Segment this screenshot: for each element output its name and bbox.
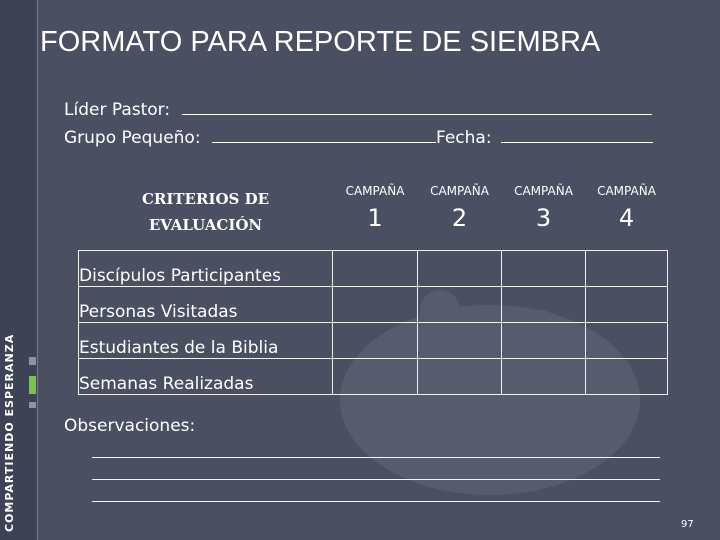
campaign-header-3 [502,178,586,250]
sidebar-square-gray-bottom [29,402,36,408]
table-row [79,250,668,286]
fecha-field[interactable] [501,128,653,143]
observaciones-line-3[interactable] [92,501,660,502]
data-cell[interactable] [333,286,418,322]
lider-pastor-label: Líder Pastor: [64,100,171,120]
campaign-label: CAMPAÑA [430,184,489,198]
data-cell[interactable] [586,322,668,358]
data-cell[interactable] [418,250,502,286]
data-cell[interactable] [502,322,586,358]
sidebar-divider [37,0,38,540]
row-label: Estudiantes de la Biblia [79,322,333,358]
page-number: 97 [681,519,694,530]
lider-pastor-row [64,100,652,120]
data-cell[interactable] [333,250,418,286]
row-label: Semanas Realizadas [79,358,333,394]
campaign-header-2 [418,178,502,250]
criteria-header [79,178,333,250]
data-cell[interactable] [502,358,586,394]
data-cell[interactable] [586,286,668,322]
criteria-header-line1: CRITERIOS DE [141,190,270,208]
data-cell[interactable] [418,322,502,358]
table-row [79,322,668,358]
data-cell[interactable] [586,358,668,394]
campaign-number: 1 [367,204,383,232]
sidebar-vertical-text: COMPARTIENDO ESPERANZA [3,333,16,532]
campaign-header-4 [586,178,668,250]
observaciones-line-1[interactable] [92,457,660,458]
grupo-pequeno-field[interactable] [212,128,436,143]
campaign-number: 2 [451,204,468,232]
table-row [79,286,668,322]
data-cell[interactable] [586,250,668,286]
data-cell[interactable] [333,358,418,394]
grupo-fecha-row [64,128,653,148]
data-cell[interactable] [333,322,418,358]
data-cell[interactable] [502,250,586,286]
campaign-header-1 [333,178,418,250]
data-cell[interactable] [418,358,502,394]
data-cell[interactable] [502,286,586,322]
page-title: FORMATO PARA REPORTE DE SIEMBRA [40,26,601,58]
report-table [78,178,668,395]
table-row [79,358,668,394]
campaign-label: CAMPAÑA [514,184,573,198]
campaign-label: CAMPAÑA [597,184,656,198]
criteria-header-line2: EVALUACIÓN [148,216,263,234]
observaciones-label: Observaciones: [64,416,196,436]
lider-pastor-field[interactable] [182,100,652,115]
sidebar-square-green [29,376,36,394]
observaciones-line-2[interactable] [92,479,660,480]
campaign-label: CAMPAÑA [345,184,405,198]
fecha-label: Fecha: [435,128,492,148]
campaign-number: 4 [618,204,635,232]
campaign-number: 3 [535,204,552,232]
row-label: Personas Visitadas [79,286,333,322]
data-cell[interactable] [418,286,502,322]
row-label: Discípulos Participantes [79,250,333,286]
sidebar-square-gray-top [29,357,36,365]
grupo-pequeno-label: Grupo Pequeño: [64,128,201,148]
table-header-row [79,178,668,250]
